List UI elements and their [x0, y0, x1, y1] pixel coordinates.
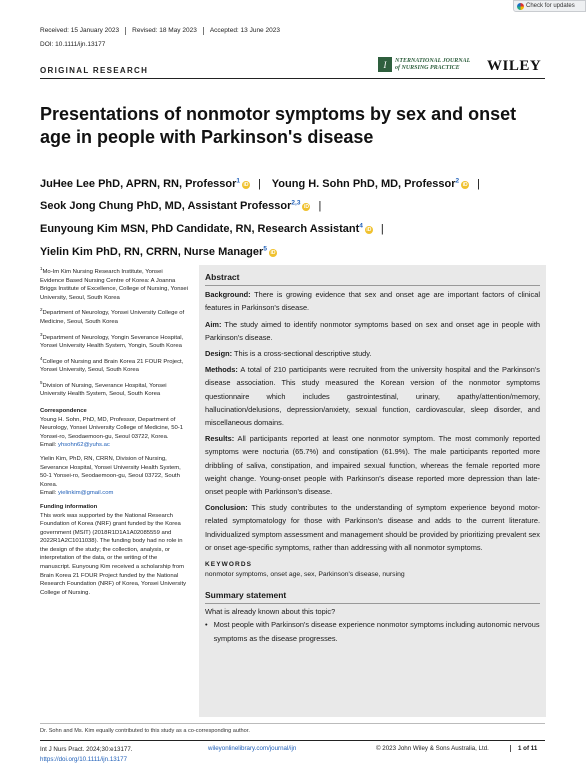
article-title: Presentations of nonmotor symptoms by sex and onset age in people with Parkinson's disease — [40, 104, 517, 147]
footnote-divider — [40, 723, 545, 724]
affiliation-4: $^4$College of Nursing and Brain Korea 21 FOUR Project, Yonsei University, Seoul, South Korea — [40, 355, 184, 374]
orcid-icon[interactable]: iD — [303, 204, 309, 211]
footnote: Dr. Sohn and Ms. Kim equally contributed to this study as a co-corresponding author. — [40, 728, 250, 734]
article-dates — [40, 27, 286, 35]
citation: Int J Nurs Pract. 2024;30:e13177. https://doi.org/10.1111/ijn.13177 — [40, 746, 133, 763]
summary-heading: Summary statement — [205, 589, 540, 604]
author-4[interactable]: Eunyoung Kim MSN, PhD Candidate, RN, Research Assistant$^4$iD — [40, 222, 372, 235]
doi-link[interactable]: https://doi.org/10.1111/ijn.13177 — [40, 756, 128, 763]
page-number: 1 of 11 — [510, 745, 537, 752]
keywords-heading: KEYWORDS — [205, 561, 253, 569]
abstract-heading: Abstract — [205, 271, 540, 286]
author-5[interactable]: Yielin Kim PhD, RN, CRRN, Nurse Manager$^5$iD — [40, 244, 276, 258]
summary-bullet: • Most people with Parkinson's disease experience nonmotor symptoms including autonomic nervous symptoms as the disease progresses. — [205, 618, 540, 644]
abstract-box — [199, 265, 546, 717]
author-1[interactable]: JuHee Lee PhD, APRN, RN, Professor$^1$iD — [40, 177, 249, 190]
funding-text: This work was supported by the National Research Foundation of Korea (NRF) grant funded by the Korea government (MSIT) (2018R1D1A1A02085559 and 2022R1A2C1011038). The funding body had no role in the design of the study; the collection, analysis, or interpretation of the data, or the writing of the manuscript. Eunyoung Kim received a scholarship from Brain Korea 21 FOUR Project funded by the National Research Foundation (NRF) of Korea, Yonsei University College of Nursing. — [40, 512, 187, 596]
revised-date: Revised: 18 May 2023 — [125, 27, 203, 35]
header-divider — [40, 78, 545, 79]
author-2[interactable]: Young H. Sohn PhD, MD, Professor$^2$iD — [271, 177, 468, 190]
sidebar-column — [40, 265, 188, 602]
orcid-icon[interactable]: iD — [366, 226, 372, 233]
journal-name: NTERNATIONAL JOURNAL of NURSING PRACTICE — [395, 58, 471, 71]
footer-divider — [40, 740, 545, 741]
abstract-design: Design: This is a cross-sectional descriptive study. — [205, 349, 372, 359]
abstract-conclusion: Conclusion: This study contributes to the understanding of symptom experience beyond motor-related symptomatology for those with Parkinson's disease and adds to the current literature. Individualized symptom assessment and management should be provided by prioritizing prevalent sex or onset age-specific symptoms, rather than addressing with all nonmotor symptoms. — [205, 503, 540, 552]
abstract-methods: Methods: A total of 210 participants were recruited from the university hospital and the Parkinson's disease association. This study measured the Korean version of the nonmotor symptoms questionnaire which includes gastrointestinal, urinary, apathy/attention/memory, hallucination/delusions, depression/anxiety, sexual function, cardiovascular, sleep disorder, and miscellaneous domains. — [205, 365, 540, 428]
affiliation-3: $^3$Department of Neurology, Yongin Severance Hospital, Yonsei University Health System, Yongin, South Korea — [40, 331, 184, 350]
journal-site-link[interactable]: wileyonlinelibrary.com/journal/ijn — [208, 745, 297, 752]
copyright: © 2023 John Wiley & Sons Australia, Ltd. — [376, 745, 489, 752]
orcid-icon[interactable]: iD — [243, 181, 249, 188]
orcid-icon[interactable]: iD — [462, 181, 468, 188]
funding-heading: Funding information — [40, 503, 98, 510]
correspondence-1: Young H. Sohn, PhD, MD, Professor, Department of Neurology, Yonsei University College of Medicine, 50-1 Yonsei-ro, Seodaemoon-gu, Seoul 03722, Korea. Email: yhsohn62@yuhs.ac — [40, 416, 183, 449]
affiliation-5: $^5$Division of Nursing, Severance Hospital, Yonsei University Health System, Seoul, South Korea — [40, 379, 167, 398]
keywords-list: nonmotor symptoms, onset age, sex, Parkinson's disease, nursing — [205, 571, 405, 579]
correspondence-2: Yielin Kim, PhD, RN, CRRN, Division of Nursing, Severance Hospital, Yonsei University Health System, 50-1 Yonsei-ro, Seodaemoon-gu, Seoul 03722, South Korea. Email: yielinkim@gmail.com — [40, 455, 181, 497]
correspondence-heading: Correspondence — [40, 407, 87, 414]
email-link[interactable]: yhsohn62@yuhs.ac — [58, 442, 110, 449]
affiliation-1: $^1$Mo-Im Kim Nursing Research Institute, Yonsei Evidence Based Nursing Centre of Korea: A Joanna Briggs Institute of Excellence, College of Nursing, Yonsei University, Seoul, South Korea — [40, 266, 189, 301]
update-check-icon — [517, 3, 524, 10]
abstract-aim: Aim: The study aimed to identify nonmotor symptoms based on sex and onset age in people with Parkinson's disease. — [205, 319, 540, 342]
summary-question: What is already known about this topic? — [205, 607, 336, 617]
check-for-updates-badge[interactable] — [513, 0, 586, 12]
author-list: JuHee Lee PhD, APRN, RN, Professor$^1$iD | Young H. Sohn PhD, MD, Professor$^2$iD | Seok Jong Chung PhD, MD, Assistant Professor$^{2,3}$iD | Eunyoung Kim MSN, PhD Candidate, RN, Research Assistant$^4$iD | Yielin Kim PhD, RN, CRRN, Nurse Manager$^5$iD — [40, 177, 480, 258]
journal-mark-icon: I — [378, 57, 392, 72]
abstract-background: Background: There is growing evidence that sex and onset age are important factors of clinical features in Parkinson's disease. — [205, 290, 540, 313]
check-for-updates-label: Check for updates — [526, 3, 575, 9]
author-3[interactable]: Seok Jong Chung PhD, MD, Assistant Professor$^{2,3}$iD — [40, 199, 309, 213]
orcid-icon[interactable]: iD — [270, 249, 276, 256]
affiliation-2: $^2$Department of Neurology, Yonsei University College of Medicine, Seoul, South Korea — [40, 307, 185, 325]
section-label: ORIGINAL RESEARCH — [40, 66, 149, 75]
journal-logo — [378, 56, 482, 73]
publisher-logo: WILEY — [487, 58, 542, 74]
abstract-results: Results: All participants reported at least one nonmotor symptom. The most commonly reported symptoms were nocturia (65.7%) and constipation (61.9%). The male participants reported more dribbling of saliva, constipation, and impaired sexual function, whereas the female reported more weight change. Young-onset people with Parkinson's disease reported more depression than late-onset people with Parkinson's disease. — [205, 434, 540, 497]
received-date: Received: 15 January 2023 — [40, 27, 120, 34]
email-link[interactable]: yielinkim@gmail.com — [58, 490, 114, 497]
accepted-date: Accepted: 13 June 2023 — [203, 27, 286, 35]
article-doi: DOI: 10.1111/ijn.13177 — [40, 41, 106, 48]
bullet-icon: • — [205, 620, 208, 630]
